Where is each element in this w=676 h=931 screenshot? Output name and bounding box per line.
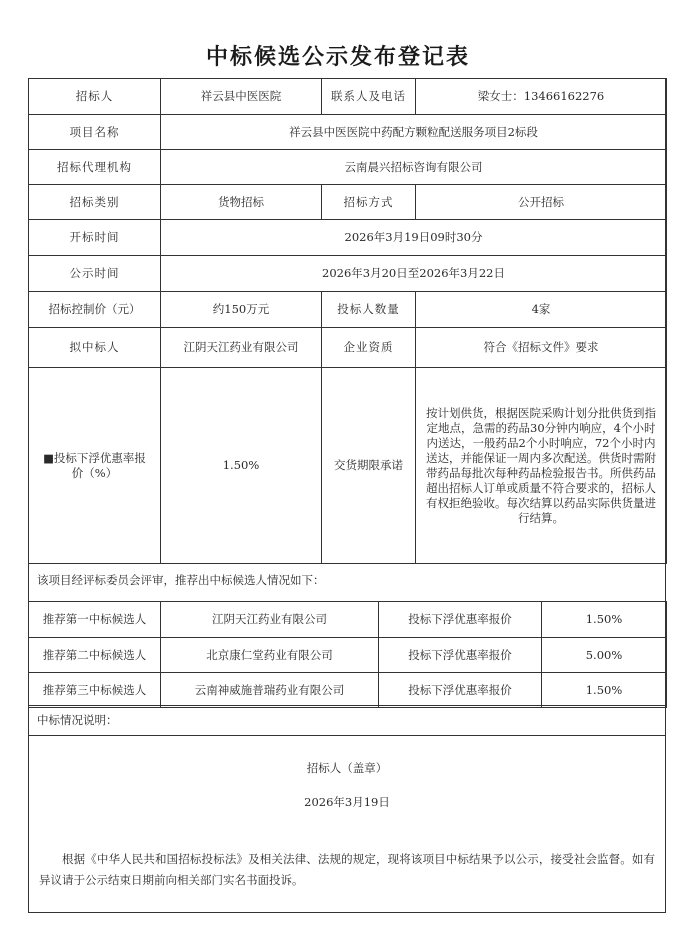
candidate-row [29, 638, 667, 673]
notes-label: 中标情况说明： [37, 713, 118, 727]
tenderee-label: 招标人 [29, 79, 161, 115]
seal-text: 招标人（盖章） [306, 761, 388, 775]
budget-label: 招标控制价（元） [29, 292, 161, 328]
notes-divider [29, 735, 665, 736]
candidate-rate: 1.50% [542, 673, 667, 708]
budget-value: 约150万元 [161, 292, 322, 328]
candidate-rate: 1.50% [542, 602, 667, 638]
delivery-label: 交货期限承诺 [322, 368, 416, 564]
footer-statement: 根据《中华人民共和国招标投标法》及相关法律、法规的规定，现将该项目中标结果予以公示，接受社会监督。如有异议请于公示结束日期前向相关部门实名书面投诉。 [39, 852, 655, 887]
candidate-rate-label: 投标下浮优惠率报价 [379, 602, 542, 638]
rate-row [29, 368, 667, 564]
candidate-rank: 推荐第二中标候选人 [29, 638, 161, 673]
open-time-label: 开标时间 [29, 220, 161, 256]
agency-label: 招标代理机构 [29, 150, 161, 185]
notes-divider [29, 705, 665, 706]
winner-row [29, 328, 667, 368]
review-statement: 该项目经评标委员会评审，推荐出中标候选人情况如下： [37, 573, 325, 587]
candidates-table [28, 601, 667, 708]
budget-row [29, 292, 667, 328]
type-value: 货物招标 [161, 185, 322, 220]
agency-value: 云南晨兴招标咨询有限公司 [161, 150, 667, 185]
tenderee-value: 祥云县中医医院 [161, 79, 322, 115]
candidate-rate: 5.00% [542, 638, 667, 673]
contact-value: 梁女士：13466162276 [416, 79, 667, 115]
delivery-commitment: 按计划供货，根据医院采购计划分批供货到指定地点，急需的药品30分钟内响应，4个小时内送达，一般药品2个小时响应，72个小时内送达，并能保证一周内多次配送。供货时需附带药品每批次每种药品检验报告书。所供药品超出招标人订单或质量不符合要求的，招标人有权拒绝验收。每次结算以药品实际供货量进行结算。 [416, 368, 667, 564]
open-time-row [29, 220, 667, 256]
winner-label: 拟中标人 [29, 328, 161, 368]
qualification-value: 符合《招标文件》要求 [416, 328, 667, 368]
publicity-row [29, 256, 667, 292]
registration-form [28, 78, 666, 913]
candidate-rank: 推荐第一中标候选人 [29, 602, 161, 638]
project-label: 项目名称 [29, 115, 161, 150]
type-label: 招标类别 [29, 185, 161, 220]
candidate-company: 江阴天江药业有限公司 [161, 602, 379, 638]
tenderee-row [29, 79, 667, 115]
contact-label: 联系人及电话 [322, 79, 416, 115]
method-value: 公开招标 [416, 185, 667, 220]
candidate-rank: 推荐第三中标候选人 [29, 673, 161, 708]
open-time-value: 2026年3月19日09时30分 [161, 220, 667, 256]
agency-row [29, 150, 667, 185]
winner-value: 江阴天江药业有限公司 [161, 328, 322, 368]
project-row [29, 115, 667, 150]
project-value: 祥云县中医医院中药配方颗粒配送服务项目2标段 [161, 115, 667, 150]
candidate-row [29, 602, 667, 638]
candidate-row [29, 673, 667, 708]
type-row [29, 185, 667, 220]
candidate-company: 北京康仁堂药业有限公司 [161, 638, 379, 673]
qualification-label: 企业资质 [322, 328, 416, 368]
document-title: 中标候选公示发布登记表 [205, 45, 470, 70]
info-table [28, 78, 667, 564]
rate-value: 1.50% [161, 368, 322, 564]
bidders-label: 投标人数量 [322, 292, 416, 328]
publicity-value: 2026年3月20日至2026年3月22日 [161, 256, 667, 292]
publicity-label: 公示时间 [29, 256, 161, 292]
bidders-value: 4家 [416, 292, 667, 328]
seal-date: 2026年3月19日 [304, 795, 390, 809]
method-label: 招标方式 [322, 185, 416, 220]
rate-label: ■投标下浮优惠率报价（%） [29, 368, 161, 564]
candidate-rate-label: 投标下浮优惠率报价 [379, 673, 542, 708]
candidate-company: 云南神威施普瑞药业有限公司 [161, 673, 379, 708]
candidate-rate-label: 投标下浮优惠率报价 [379, 638, 542, 673]
